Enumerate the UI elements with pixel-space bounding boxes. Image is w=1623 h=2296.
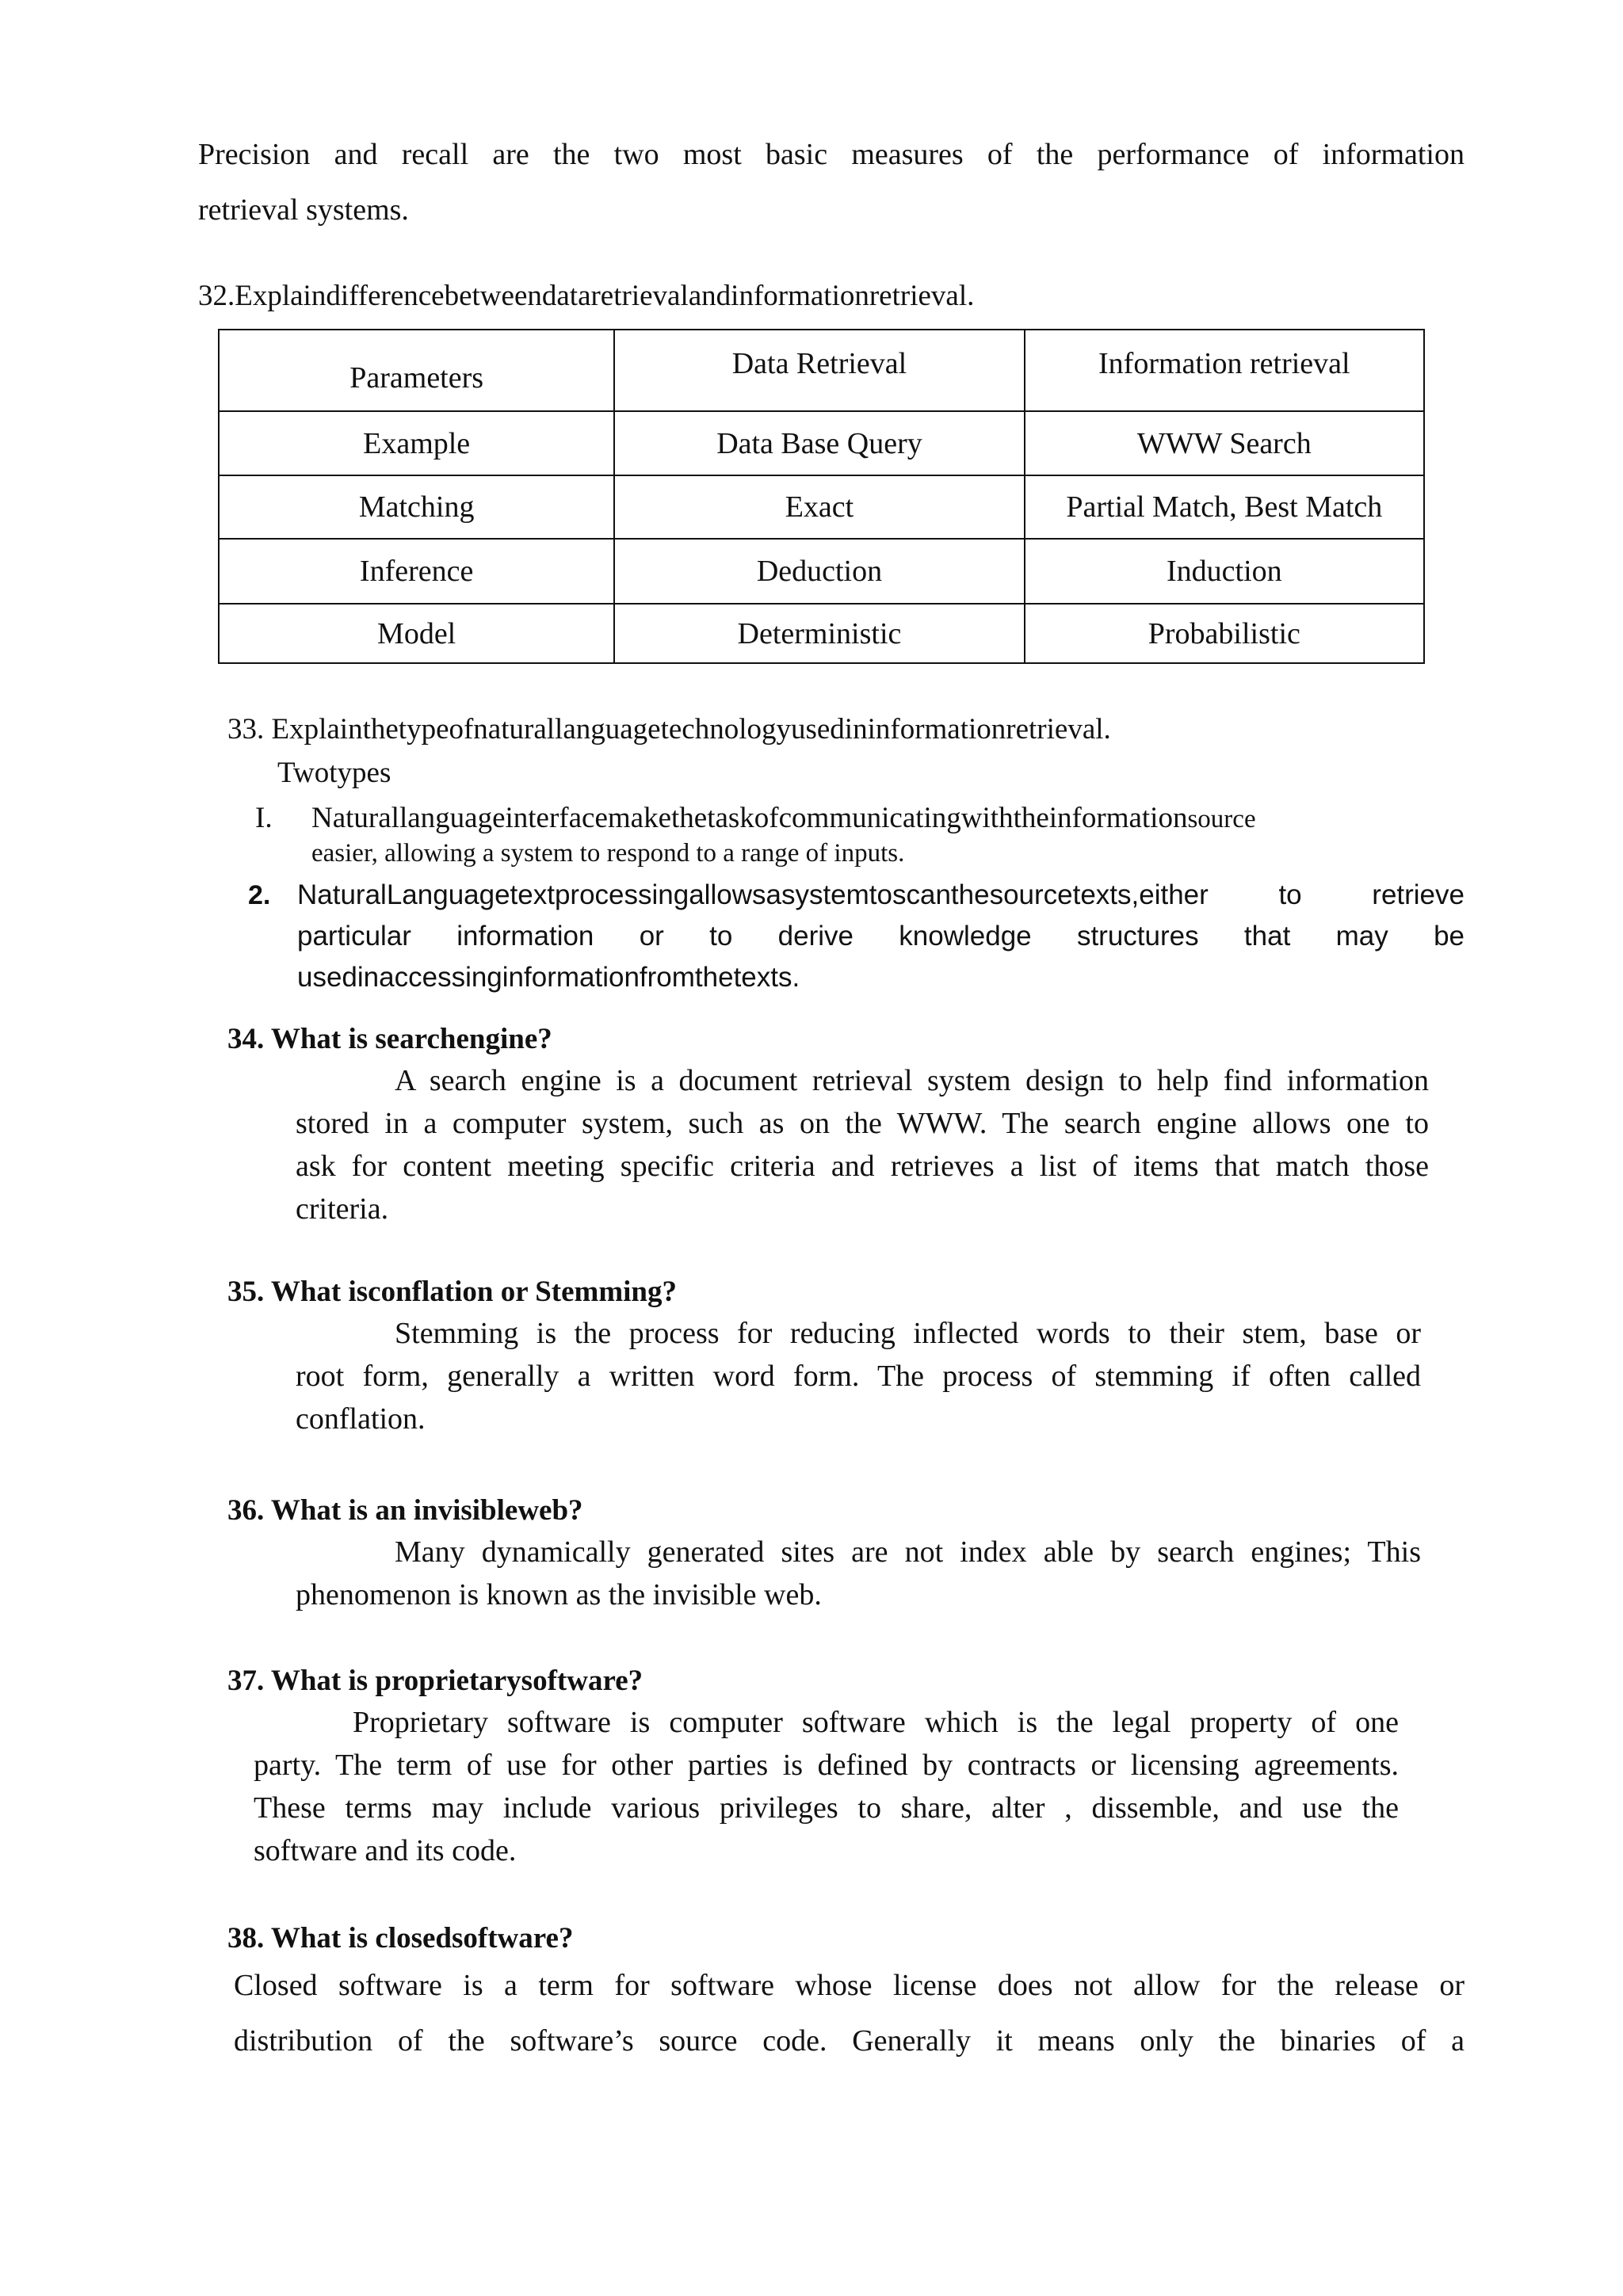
q36-answer (296, 1531, 1421, 1616)
q33-item1-line1-tail: source (1187, 805, 1256, 833)
q33-item2-line1: NaturalLanguagetextprocessingallowsasystemtoscanthesourcetexts,either to retrieve (297, 879, 1465, 910)
table-cell: Partial Match, Best Match (1025, 475, 1424, 539)
intro-line-1: Precision and recall are the two most basic measures of the performance of information (198, 138, 1465, 171)
table-header-cell: Parameters (219, 330, 614, 411)
answer-line: Proprietary software is computer software which is the legal property of one (353, 1706, 1399, 1739)
q34-title: 34. What is searchengine? (227, 1023, 552, 1055)
q36-title: 36. What is an invisibleweb? (227, 1494, 583, 1527)
q33-subtitle: Twotypes (277, 757, 391, 789)
q33-item1-line1-text: Naturallanguageinterfacemakethetaskofcommunicatingwiththeinformation (311, 802, 1188, 834)
answer-line: Stemming is the process for reducing inflected words to their stem, base or (395, 1317, 1421, 1350)
comparison-table (218, 329, 1425, 664)
table-row (219, 604, 1424, 663)
table-cell: Inference (219, 539, 614, 604)
q38-title: 38. What is closedsoftware? (227, 1922, 574, 1955)
q38-line-1: Closed software is a term for software whose license does not allow for the release or (234, 1969, 1465, 2002)
q35-title: 35. What isconflation or Stemming? (227, 1276, 678, 1308)
answer-line: stored in a computer system, such as on the WWW. The search engine allows one to (296, 1107, 1429, 1140)
table-cell: Exact (614, 475, 1024, 539)
q35-answer (296, 1312, 1421, 1440)
table-row (219, 539, 1424, 604)
answer-line: These terms may include various privileges to share, alter , dissemble, and use the (254, 1791, 1399, 1825)
q37-title: 37. What is proprietarysoftware? (227, 1665, 643, 1697)
answer-line: criteria. (296, 1192, 389, 1226)
table-cell: Probabilistic (1025, 604, 1424, 663)
q34-answer (296, 1059, 1429, 1230)
table-header-cell: Data Retrieval (614, 330, 1024, 411)
q33-title: 33. Explainthetypeofnaturallanguagetechnologyusedininformationretrieval. (227, 713, 1111, 746)
q33-item1-line1 (311, 799, 1256, 839)
answer-line: Many dynamically generated sites are not index able by search engines; This (395, 1535, 1421, 1569)
answer-line: A search engine is a document retrieval system design to help find information (395, 1064, 1429, 1097)
intro-line-2: retrieval systems. (198, 193, 409, 227)
q37-answer (254, 1701, 1399, 1872)
q33-item1-marker: I. (255, 802, 273, 834)
q33-item1-line2: easier, allowing a system to respond to a range of inputs. (311, 839, 905, 868)
table-cell: Model (219, 604, 614, 663)
answer-line: ask for content meeting specific criteria and retrieves a list of items that match those (296, 1150, 1429, 1183)
table-cell: Matching (219, 475, 614, 539)
q38-line-2: distribution of the software’s source code. Generally it means only the binaries of a (234, 2024, 1465, 2058)
table-cell: Deterministic (614, 604, 1024, 663)
q33-item2-line3: usedinaccessinginformationfromthetexts. (297, 962, 800, 993)
table-header-row (219, 330, 1424, 411)
table-cell: WWW Search (1025, 411, 1424, 475)
answer-line: root form, generally a written word form. The process of stemming if often called (296, 1360, 1421, 1393)
table-row (219, 411, 1424, 475)
q33-item2-marker: 2. (248, 880, 271, 910)
answer-line: phenomenon is known as the invisible web. (296, 1578, 822, 1611)
table-row (219, 475, 1424, 539)
table-cell: Data Base Query (614, 411, 1024, 475)
table-cell: Deduction (614, 539, 1024, 604)
table-cell: Example (219, 411, 614, 475)
q33-item2-line2: particular information or to derive knowledge structures that may be (297, 921, 1465, 952)
table-header-cell: Information retrieval (1025, 330, 1424, 411)
q32-title: 32.Explaindifferencebetweendataretrievalandinformationretrieval. (198, 280, 975, 312)
table-cell: Induction (1025, 539, 1424, 604)
answer-line: conflation. (296, 1402, 426, 1436)
answer-line: party. The term of use for other parties is defined by contracts or licensing agreements. (254, 1749, 1399, 1782)
answer-line: software and its code. (254, 1834, 517, 1867)
